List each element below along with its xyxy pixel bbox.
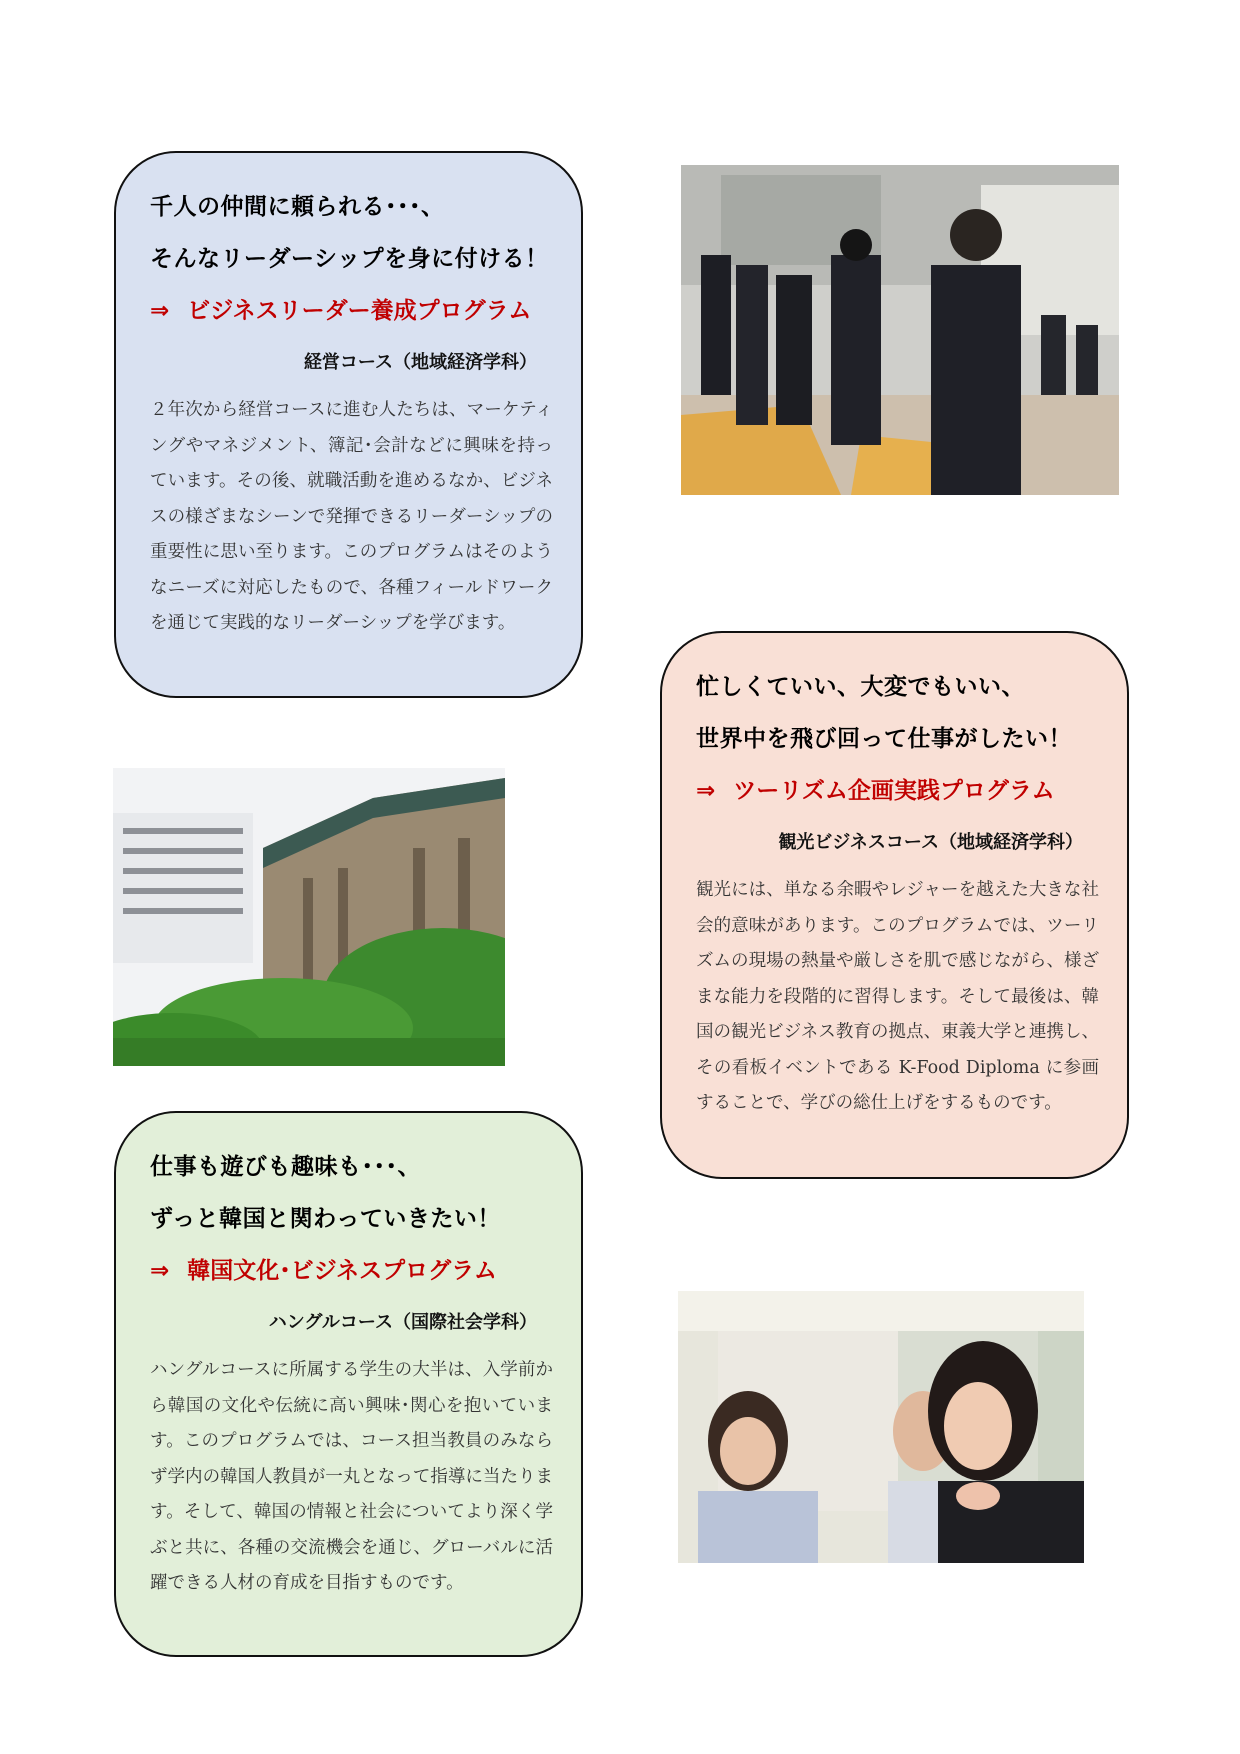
headline-line-1: 忙しくていい、大変でもいい、 bbox=[696, 674, 1025, 700]
arrow-icon: ⇒ bbox=[696, 778, 716, 804]
photo-students-in-suits bbox=[681, 165, 1119, 495]
program-title bbox=[150, 1245, 553, 1297]
program-box-business-leader bbox=[114, 151, 583, 698]
program-name: ツーリズム企画実践プログラム bbox=[733, 778, 1055, 804]
program-description: 観光には、単なる余暇やレジャーを越えた大きな社会的意味があります。このプログラムでは、ツーリズムの現場の熱量や厳しさを肌で感じながら、様ざまな能力を段階的に習得します。そして最後は、韓国の観光ビジネス教育の拠点、東義大学と連携し、その看板イベントである K-Food Diploma に参画することで、学びの総仕上げをするものです。 bbox=[696, 880, 1099, 1113]
program-description: ２年次から経営コースに進む人たちは、マーケティングやマネジメント、簿記･会計などに興味を持っています。その後、就職活動を進めるなか、ビジネスの様ざまなシーンで発揮できるリーダーシップの重要性に思い至ります。このプログラムはそのようなニーズに対応したもので、各種フィールドワークを通じて実践的なリーダーシップを学びます。 bbox=[150, 400, 553, 633]
program-name: ビジネスリーダー養成プログラム bbox=[187, 298, 532, 324]
headline-line-2: そんなリーダーシップを身に付ける！ bbox=[150, 246, 549, 272]
program-title bbox=[150, 285, 553, 337]
headline bbox=[696, 661, 1099, 765]
program-title bbox=[696, 765, 1099, 817]
course-label: ハングルコース（国際社会学科） bbox=[268, 1312, 537, 1333]
arrow-icon: ⇒ bbox=[150, 298, 170, 324]
headline-line-2: ずっと韓国と関わっていきたい！ bbox=[150, 1206, 501, 1232]
program-box-korean-culture bbox=[114, 1111, 583, 1657]
headline-line-2: 世界中を飛び回って仕事がしたい！ bbox=[696, 726, 1072, 752]
program-description: ハングルコースに所属する学生の大半は、入学前から韓国の文化や伝統に高い興味･関心を抱いています。このプログラムでは、コース担当教員のみならず学内の韓国人教員が一丸となって指導に当たります。そして、韓国の情報と社会についてより深く学ぶと共に、各種の交流機会を通じ、グローバルに活躍できる人材の育成を目指すものです。 bbox=[150, 1360, 553, 1593]
program-name: 韓国文化･ビジネスプログラム bbox=[187, 1258, 497, 1284]
course-label: 観光ビジネスコース（地域経済学科） bbox=[778, 832, 1083, 853]
program-box-tourism bbox=[660, 631, 1129, 1179]
headline-line-1: 仕事も遊びも趣味も･･･、 bbox=[150, 1154, 421, 1180]
photo-smiling-students bbox=[678, 1291, 1084, 1563]
arrow-icon: ⇒ bbox=[150, 1258, 170, 1284]
headline bbox=[150, 181, 553, 285]
headline-line-1: 千人の仲間に頼られる･･･、 bbox=[150, 194, 445, 220]
photo-stone-building bbox=[113, 768, 505, 1066]
course-label: 経営コース（地域経済学科） bbox=[303, 352, 537, 373]
headline bbox=[150, 1141, 553, 1245]
